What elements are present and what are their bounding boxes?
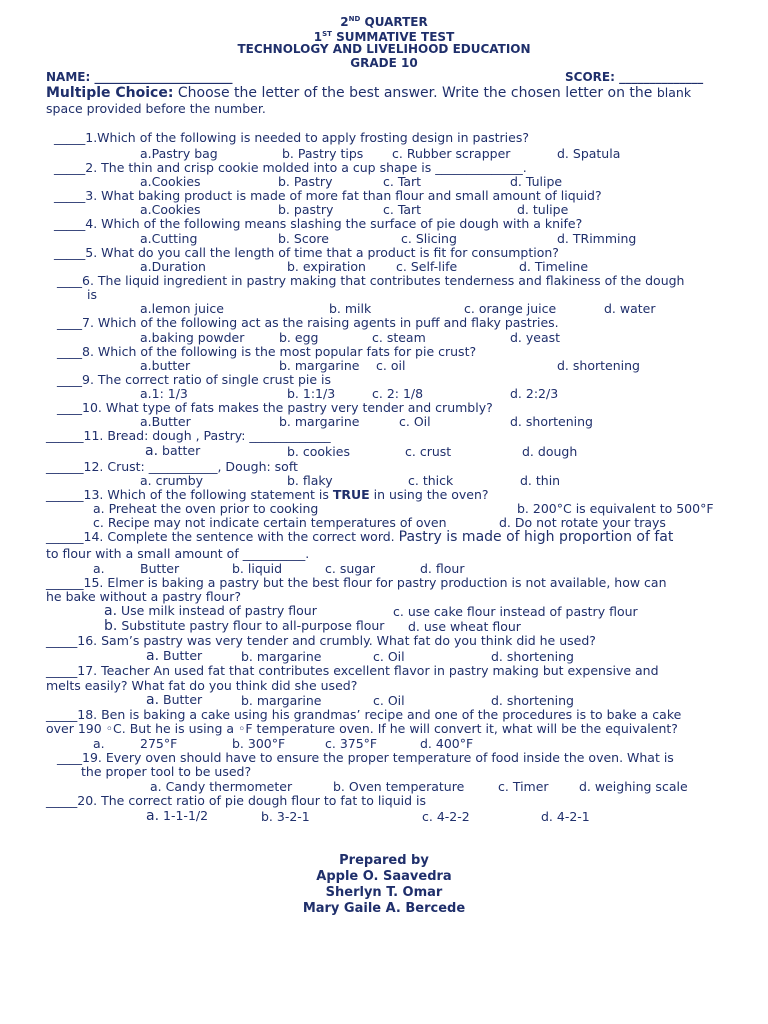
q7-option-d: d. yeast [510, 330, 561, 345]
question-6-continued: is [87, 287, 97, 302]
question-7: ____7. Which of the following act as the raising agents in puff and flaky pastries. [57, 315, 559, 330]
q20-option-c: c. 4-2-2 [422, 809, 470, 824]
q9-option-d: d. 2:2/3 [510, 386, 559, 401]
q2-option-d: d. Tulipe [510, 174, 563, 189]
q13-option-b: b. 200°C is equivalent to 500°F [517, 501, 714, 516]
q20-option-b: b. 3-2-1 [261, 809, 310, 824]
question-17: _____17. Teacher An used fat that contributes excellent flavor in pastry making but expensive and [46, 663, 659, 678]
q14-option-c: c. sugar [325, 561, 375, 576]
q8-option-d: d. shortening [557, 358, 640, 373]
q2-option-b: b. Pastry [278, 174, 333, 189]
question-14: ______14. Complete the sentence with the correct word. Pastry is made of high proportion of fat [46, 529, 674, 545]
q12-option-c: c. thick [408, 473, 454, 488]
q10-option-c: c. Oil [399, 414, 431, 429]
q18-option-b: b. 300°F [232, 736, 286, 751]
q3-option-b: b. pastry [278, 202, 334, 217]
q18-option-a-letter: a. [93, 736, 105, 751]
question-4: _____4. Which of the following means slashing the surface of pie dough with a knife? [54, 216, 583, 231]
q7-option-b: b. egg [279, 330, 319, 345]
q15-option-d: d. use wheat flour [408, 619, 521, 634]
question-14-continued: to flour with a small amount of __________. [46, 546, 310, 561]
q3-option-a: a.Cookies [140, 202, 201, 217]
q16-option-c: c. Oil [373, 649, 405, 664]
q8-option-b: b. margarine [279, 358, 360, 373]
q6-option-c: c. orange juice [464, 301, 557, 316]
q17-option-d: d. shortening [491, 693, 574, 708]
question-15-continued: he bake without a pastry flour? [46, 589, 241, 604]
q15-option-b: b. Substitute pastry flour to all-purpose flour [104, 618, 385, 634]
question-13: ______13. Which of the following statement is TRUE in using the oven? [46, 487, 489, 502]
question-2: _____2. The thin and crisp cookie molded into a cup shape is ______________. [54, 160, 527, 175]
q17-option-b: b. margarine [241, 693, 322, 708]
question-11: ______11. Bread: dough , Pastry: _____________ [46, 428, 331, 443]
question-3: _____3. What baking product is made of more fat than flour and small amount of liquid? [54, 188, 602, 203]
q8-option-c: c. oil [376, 358, 406, 373]
q19-option-a: a. Candy thermometer [150, 779, 293, 794]
q8-option-a: a.butter [140, 358, 191, 373]
preparer-name-2: Sherlyn T. Omar [325, 885, 443, 900]
q16-option-b: b. margarine [241, 649, 322, 664]
q18-option-c: c. 375°F [325, 736, 378, 751]
q12-option-a: a. crumby [140, 473, 204, 488]
q17-option-c: c. Oil [373, 693, 405, 708]
q11-option-b: b. cookies [287, 444, 350, 459]
q5-option-b: b. expiration [287, 259, 366, 274]
q18-option-a: 275°F [140, 736, 178, 751]
q14-option-d: d. flour [420, 561, 465, 576]
q1-option-d: d. Spatula [557, 146, 621, 161]
q20-option-a: a. 1-1-1/2 [146, 808, 209, 824]
q4-option-b: b. Score [278, 231, 329, 246]
q12-option-d: d. thin [520, 473, 561, 488]
q9-option-c: c. 2: 1/8 [372, 386, 424, 401]
q18-option-d: d. 400°F [420, 736, 474, 751]
q4-option-a: a.Cutting [140, 231, 198, 246]
quarter-heading: 2ND QUARTER [340, 15, 428, 29]
instructions-line-2: space provided before the number. [46, 101, 266, 116]
q14-option-a: Butter [140, 561, 180, 576]
q10-option-b: b. margarine [279, 414, 360, 429]
q13-option-d: d. Do not rotate your trays [499, 515, 666, 530]
prepared-by-label: Prepared by [339, 853, 429, 868]
q19-option-c: c. Timer [498, 779, 549, 794]
q6-option-d: d. water [604, 301, 656, 316]
instructions-line-1: Multiple Choice: Choose the letter of the best answer. Write the chosen letter on the blank [46, 85, 692, 101]
q2-option-c: c. Tart [383, 174, 422, 189]
q10-option-d: d. shortening [510, 414, 593, 429]
q14-option-b: b. liquid [232, 561, 283, 576]
question-10: ____10. What type of fats makes the pastry very tender and crumbly? [57, 400, 493, 415]
q13-option-a: a. Preheat the oven prior to cooking [93, 501, 319, 516]
q6-option-b: b. milk [329, 301, 372, 316]
grade-heading: GRADE 10 [350, 56, 418, 70]
q19-option-d: d. weighing scale [579, 779, 688, 794]
name-field: NAME: _______________________ [46, 70, 233, 84]
q11-option-a: a. batter [145, 443, 201, 459]
q11-option-c: c. crust [405, 444, 452, 459]
question-6: ____6. The liquid ingredient in pastry making that contributes tenderness and flakiness of the dough [57, 273, 685, 288]
question-18-continued: over 190 ◦C. But he is using a ◦F temperature oven. If he will convert it, what will be the equivalent? [46, 721, 678, 736]
question-18: _____18. Ben is baking a cake using his grandmas’ recipe and one of the procedures is to bake a cake [46, 707, 682, 722]
preparer-name-1: Apple O. Saavedra [316, 869, 452, 884]
question-20: _____20. The correct ratio of pie dough flour to fat to liquid is [46, 793, 426, 808]
q12-option-b: b. flaky [287, 473, 333, 488]
q13-option-c: c. Recipe may not indicate certain temperatures of oven [93, 515, 447, 530]
question-12: ______12. Crust: ___________, Dough: soft [46, 459, 298, 474]
q10-option-a: a.Butter [140, 414, 191, 429]
q16-option-a: a. Butter [146, 648, 203, 664]
q15-option-c: c. use cake flour instead of pastry flour [393, 604, 638, 619]
q3-option-c: c. Tart [383, 202, 422, 217]
q5-option-a: a.Duration [140, 259, 206, 274]
q6-option-a: a.lemon juice [140, 301, 224, 316]
question-17-continued: melts easily? What fat do you think did she used? [46, 678, 358, 693]
question-15: ______15. Elmer is baking a pastry but the best flour for pastry production is not available, how can [46, 575, 667, 590]
q16-option-d: d. shortening [491, 649, 574, 664]
preparer-name-3: Mary Gaile A. Bercede [302, 901, 466, 916]
question-8: ____8. Which of the following is the most popular fats for pie crust? [57, 344, 477, 359]
q7-option-a: a.baking powder [140, 330, 245, 345]
question-1: _____1.Which of the following is needed to apply frosting design in pastries? [54, 130, 529, 145]
test-heading: 1ST SUMMATIVE TEST [313, 30, 455, 44]
q5-option-c: c. Self-life [396, 259, 458, 274]
q9-option-b: b. 1:1/3 [287, 386, 336, 401]
question-9: ____9. The correct ratio of single crust pie is [57, 372, 332, 387]
q17-option-a: a. Butter [146, 692, 203, 708]
instructions-title: Multiple Choice: [46, 85, 174, 101]
q19-option-b: b. Oven temperature [333, 779, 465, 794]
q4-option-c: c. Slicing [401, 231, 457, 246]
q20-option-d: d. 4-2-1 [541, 809, 590, 824]
q5-option-d: d. Timeline [519, 259, 589, 274]
q4-option-d: d. TRimming [557, 231, 637, 246]
subject-heading: TECHNOLOGY AND LIVELIHOOD EDUCATION [237, 42, 531, 56]
q11-option-d: d. dough [522, 444, 578, 459]
question-19-continued: the proper tool to be used? [81, 764, 252, 779]
q7-option-c: c. steam [372, 330, 426, 345]
score-field: SCORE: ______________ [565, 70, 704, 84]
q9-option-a: a.1: 1/3 [140, 386, 188, 401]
question-5: _____5. What do you call the length of time that a product is fit for consumption? [54, 245, 559, 260]
q14-option-a-letter: a. [93, 561, 105, 576]
q1-option-c: c. Rubber scrapper [392, 146, 511, 161]
q1-option-b: b. Pastry tips [282, 146, 364, 161]
q2-option-a: a.Cookies [140, 174, 201, 189]
q15-option-a: a. Use milk instead of pastry flour [104, 603, 317, 619]
question-19: ____19. Every oven should have to ensure the proper temperature of food inside the oven. What is [57, 750, 674, 765]
question-16: _____16. Sam’s pastry was very tender and crumbly. What fat do you think did he used? [46, 633, 596, 648]
q1-option-a: a.Pastry bag [140, 146, 218, 161]
q3-option-d: d. tulipe [517, 202, 569, 217]
